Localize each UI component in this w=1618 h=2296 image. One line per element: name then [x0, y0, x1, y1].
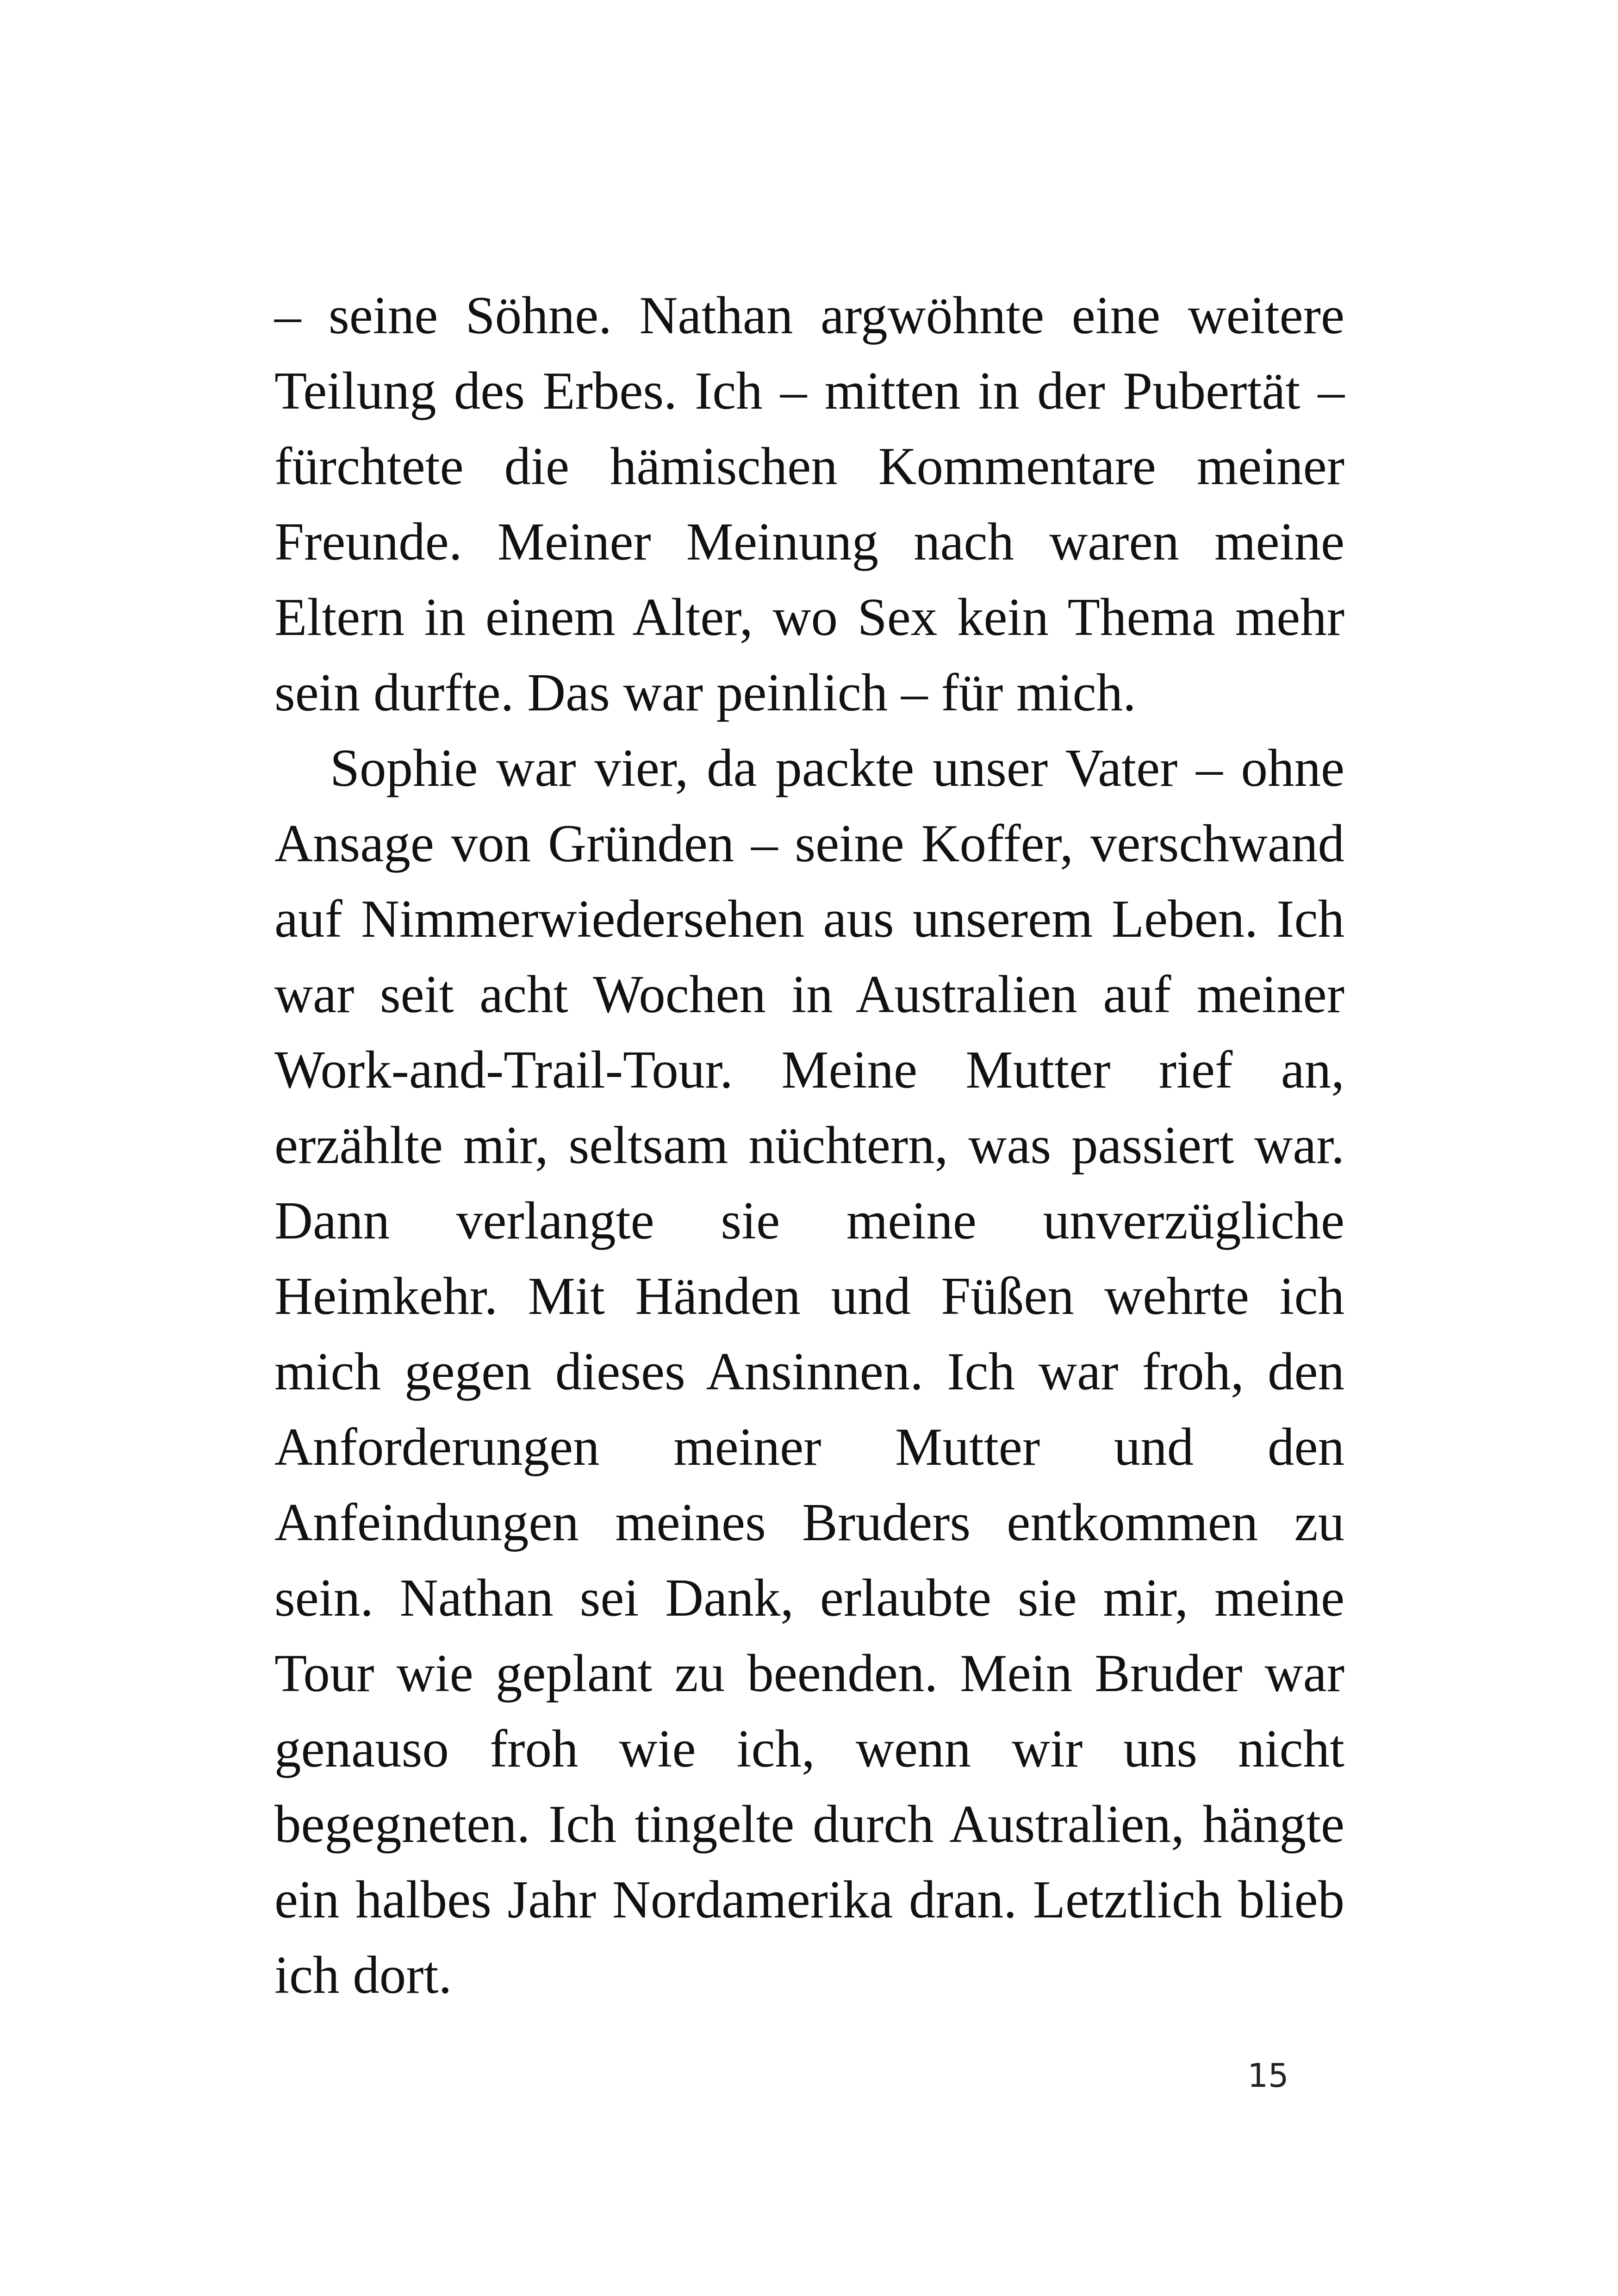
- text-line: Work-and-Trail-Tour. Meine Mutter rief an,: [274, 1040, 1344, 1099]
- text-line: mich gegen dieses Ansinnen. Ich war froh, den: [274, 1342, 1344, 1401]
- text-line: sein. Nathan sei Dank, erlaubte sie mir, meine: [274, 1568, 1344, 1627]
- text-line: Sophie war vier, da packte unser Vater – ohne: [330, 739, 1344, 797]
- paragraph-2: [274, 730, 1344, 2013]
- text-line: war seit acht Wochen in Australien auf meiner: [274, 965, 1344, 1024]
- text-line: fürchtete die hämischen Kommentare meiner: [274, 437, 1344, 496]
- text-line: sein durfte. Das war peinlich – für mich.: [274, 663, 1136, 722]
- text-line: Anfeindungen meines Bruders entkommen zu: [274, 1493, 1344, 1552]
- text-line: Freunde. Meiner Meinung nach waren meine: [274, 512, 1344, 571]
- text-line: genauso froh wie ich, wenn wir uns nicht: [274, 1719, 1344, 1778]
- text-line: – seine Söhne. Nathan argwöhnte eine weitere: [274, 286, 1344, 345]
- text-line: erzählte mir, seltsam nüchtern, was passiert war.: [274, 1116, 1344, 1175]
- text-line: Heimkehr. Mit Händen und Füßen wehrte ich: [274, 1267, 1344, 1325]
- page-number: 15: [1247, 2057, 1289, 2095]
- text-line: ich dort.: [274, 1946, 452, 2004]
- text-line: Dann verlangte sie meine unverzügliche: [274, 1191, 1344, 1250]
- paragraph-1: [274, 278, 1344, 730]
- text-line: auf Nimmerwiedersehen aus unserem Leben. Ich: [274, 890, 1344, 948]
- text-line: Tour wie geplant zu beenden. Mein Bruder war: [274, 1644, 1344, 1703]
- text-line: ein halbes Jahr Nordamerika dran. Letztlich blieb: [274, 1870, 1344, 1929]
- text-line: Anforderungen meiner Mutter und den: [274, 1418, 1344, 1476]
- text-line: Eltern in einem Alter, wo Sex kein Thema mehr: [274, 588, 1344, 647]
- body-text: [274, 278, 1344, 2013]
- text-line: Teilung des Erbes. Ich – mitten in der Pubertät –: [274, 361, 1344, 420]
- text-line: begegneten. Ich tingelte durch Australien, hängte: [274, 1795, 1344, 1854]
- text-line: Ansage von Gründen – seine Koffer, verschwand: [274, 814, 1344, 873]
